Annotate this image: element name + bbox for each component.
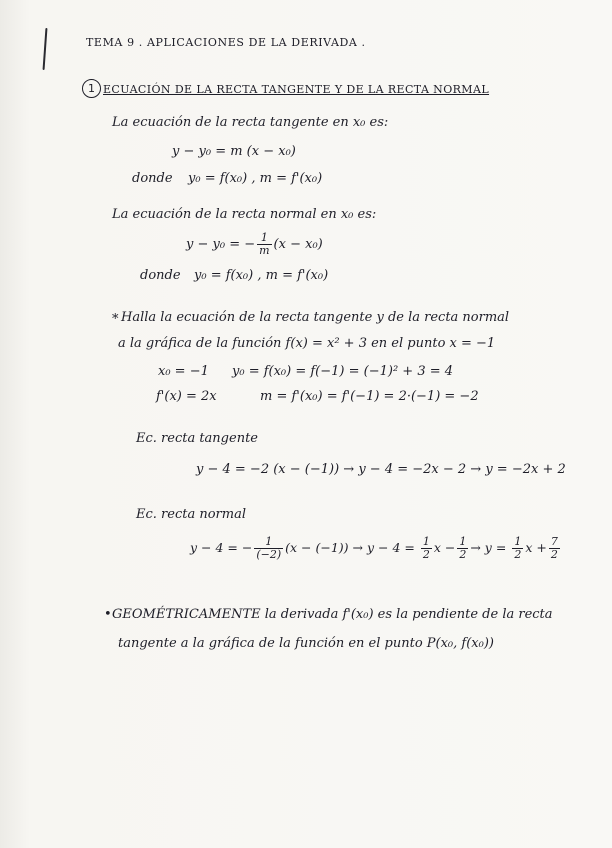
normal-result-part: (x − (−1)) → y − 4 = bbox=[285, 540, 415, 555]
normal-eq-right: (x − x₀) bbox=[273, 237, 323, 252]
tangent-equation: y − y₀ = m (x − x₀) bbox=[172, 144, 296, 159]
exercise-bullet: * bbox=[112, 312, 119, 327]
fraction-denominator: 2 bbox=[514, 548, 522, 561]
exercise-derivative: f'(x) = 2x bbox=[156, 389, 217, 404]
exercise-x0: x₀ = −1 bbox=[158, 364, 209, 379]
tangent-where-label: donde bbox=[132, 171, 173, 186]
fraction-numerator: 1 bbox=[254, 536, 283, 549]
normal-eq-fraction bbox=[257, 232, 271, 257]
fraction-denominator: 2 bbox=[550, 548, 558, 561]
page-header: TEMA 9 . APLICACIONES DE LA DERIVADA . bbox=[86, 36, 366, 49]
normal-result-part: x − bbox=[433, 540, 456, 555]
fraction-numerator: 1 bbox=[514, 535, 522, 548]
normal-equation bbox=[186, 232, 323, 257]
fraction-numerator: 1 bbox=[257, 232, 271, 245]
fraction-denominator: m bbox=[259, 244, 270, 257]
normal-where-values: y₀ = f(x₀) , m = f'(x₀) bbox=[194, 268, 329, 283]
margin-pen-stroke bbox=[43, 28, 48, 70]
exercise-slope: m = f'(x₀) = f'(−1) = 2·(−1) = −2 bbox=[260, 389, 479, 404]
fraction-numerator: 1 bbox=[459, 535, 467, 548]
section-number-badge: 1 bbox=[82, 79, 101, 98]
geometric-bullet: • bbox=[104, 607, 112, 622]
normal-where-label: donde bbox=[140, 268, 181, 283]
normal-result-fraction bbox=[549, 536, 560, 561]
normal-result-label: Ec. recta normal bbox=[136, 507, 246, 522]
normal-result-fraction bbox=[421, 536, 432, 561]
normal-result-part: x + bbox=[525, 540, 547, 555]
normal-result-part: → y = bbox=[470, 540, 507, 555]
normal-result-equation bbox=[190, 536, 562, 561]
normal-result-fraction bbox=[512, 536, 523, 561]
fraction-denominator: 2 bbox=[422, 548, 430, 561]
geometric-line1: GEOMÉTRICAMENTE la derivada f'(x₀) es la pendiente de la recta bbox=[112, 607, 553, 622]
tangent-result-label: Ec. recta tangente bbox=[136, 431, 258, 446]
normal-result-part: y − 4 = − bbox=[190, 540, 253, 555]
section-title: ECUACIÓN DE LA RECTA TANGENTE Y DE LA RECTA NORMAL bbox=[103, 83, 490, 96]
tangent-intro: La ecuación de la recta tangente en x₀ es: bbox=[112, 115, 389, 130]
exercise-statement-line2: a la gráfica de la función f(x) = x² + 3 en el punto x = −1 bbox=[118, 336, 496, 351]
geometric-line2: tangente a la gráfica de la función en el punto P(x₀, f(x₀)) bbox=[118, 636, 494, 651]
normal-result-fraction bbox=[254, 536, 283, 561]
normal-result-fraction bbox=[457, 536, 468, 561]
tangent-result-equation: y − 4 = −2 (x − (−1)) → y − 4 = −2x − 2 → y = −2x + 2 bbox=[196, 462, 566, 477]
fraction-denominator: (−2) bbox=[256, 548, 282, 561]
fraction-numerator: 7 bbox=[550, 535, 558, 548]
exercise-y0: y₀ = f(x₀) = f(−1) = (−1)² + 3 = 4 bbox=[232, 364, 454, 379]
fraction-denominator: 2 bbox=[459, 548, 467, 561]
exercise-statement-line1: Halla la ecuación de la recta tangente y de la recta normal bbox=[121, 310, 510, 325]
tangent-where-values: y₀ = f(x₀) , m = f'(x₀) bbox=[188, 171, 323, 186]
normal-eq-left: y − y₀ = − bbox=[186, 237, 256, 252]
normal-intro: La ecuación de la recta normal en x₀ es: bbox=[112, 207, 377, 222]
fraction-numerator: 1 bbox=[422, 535, 430, 548]
